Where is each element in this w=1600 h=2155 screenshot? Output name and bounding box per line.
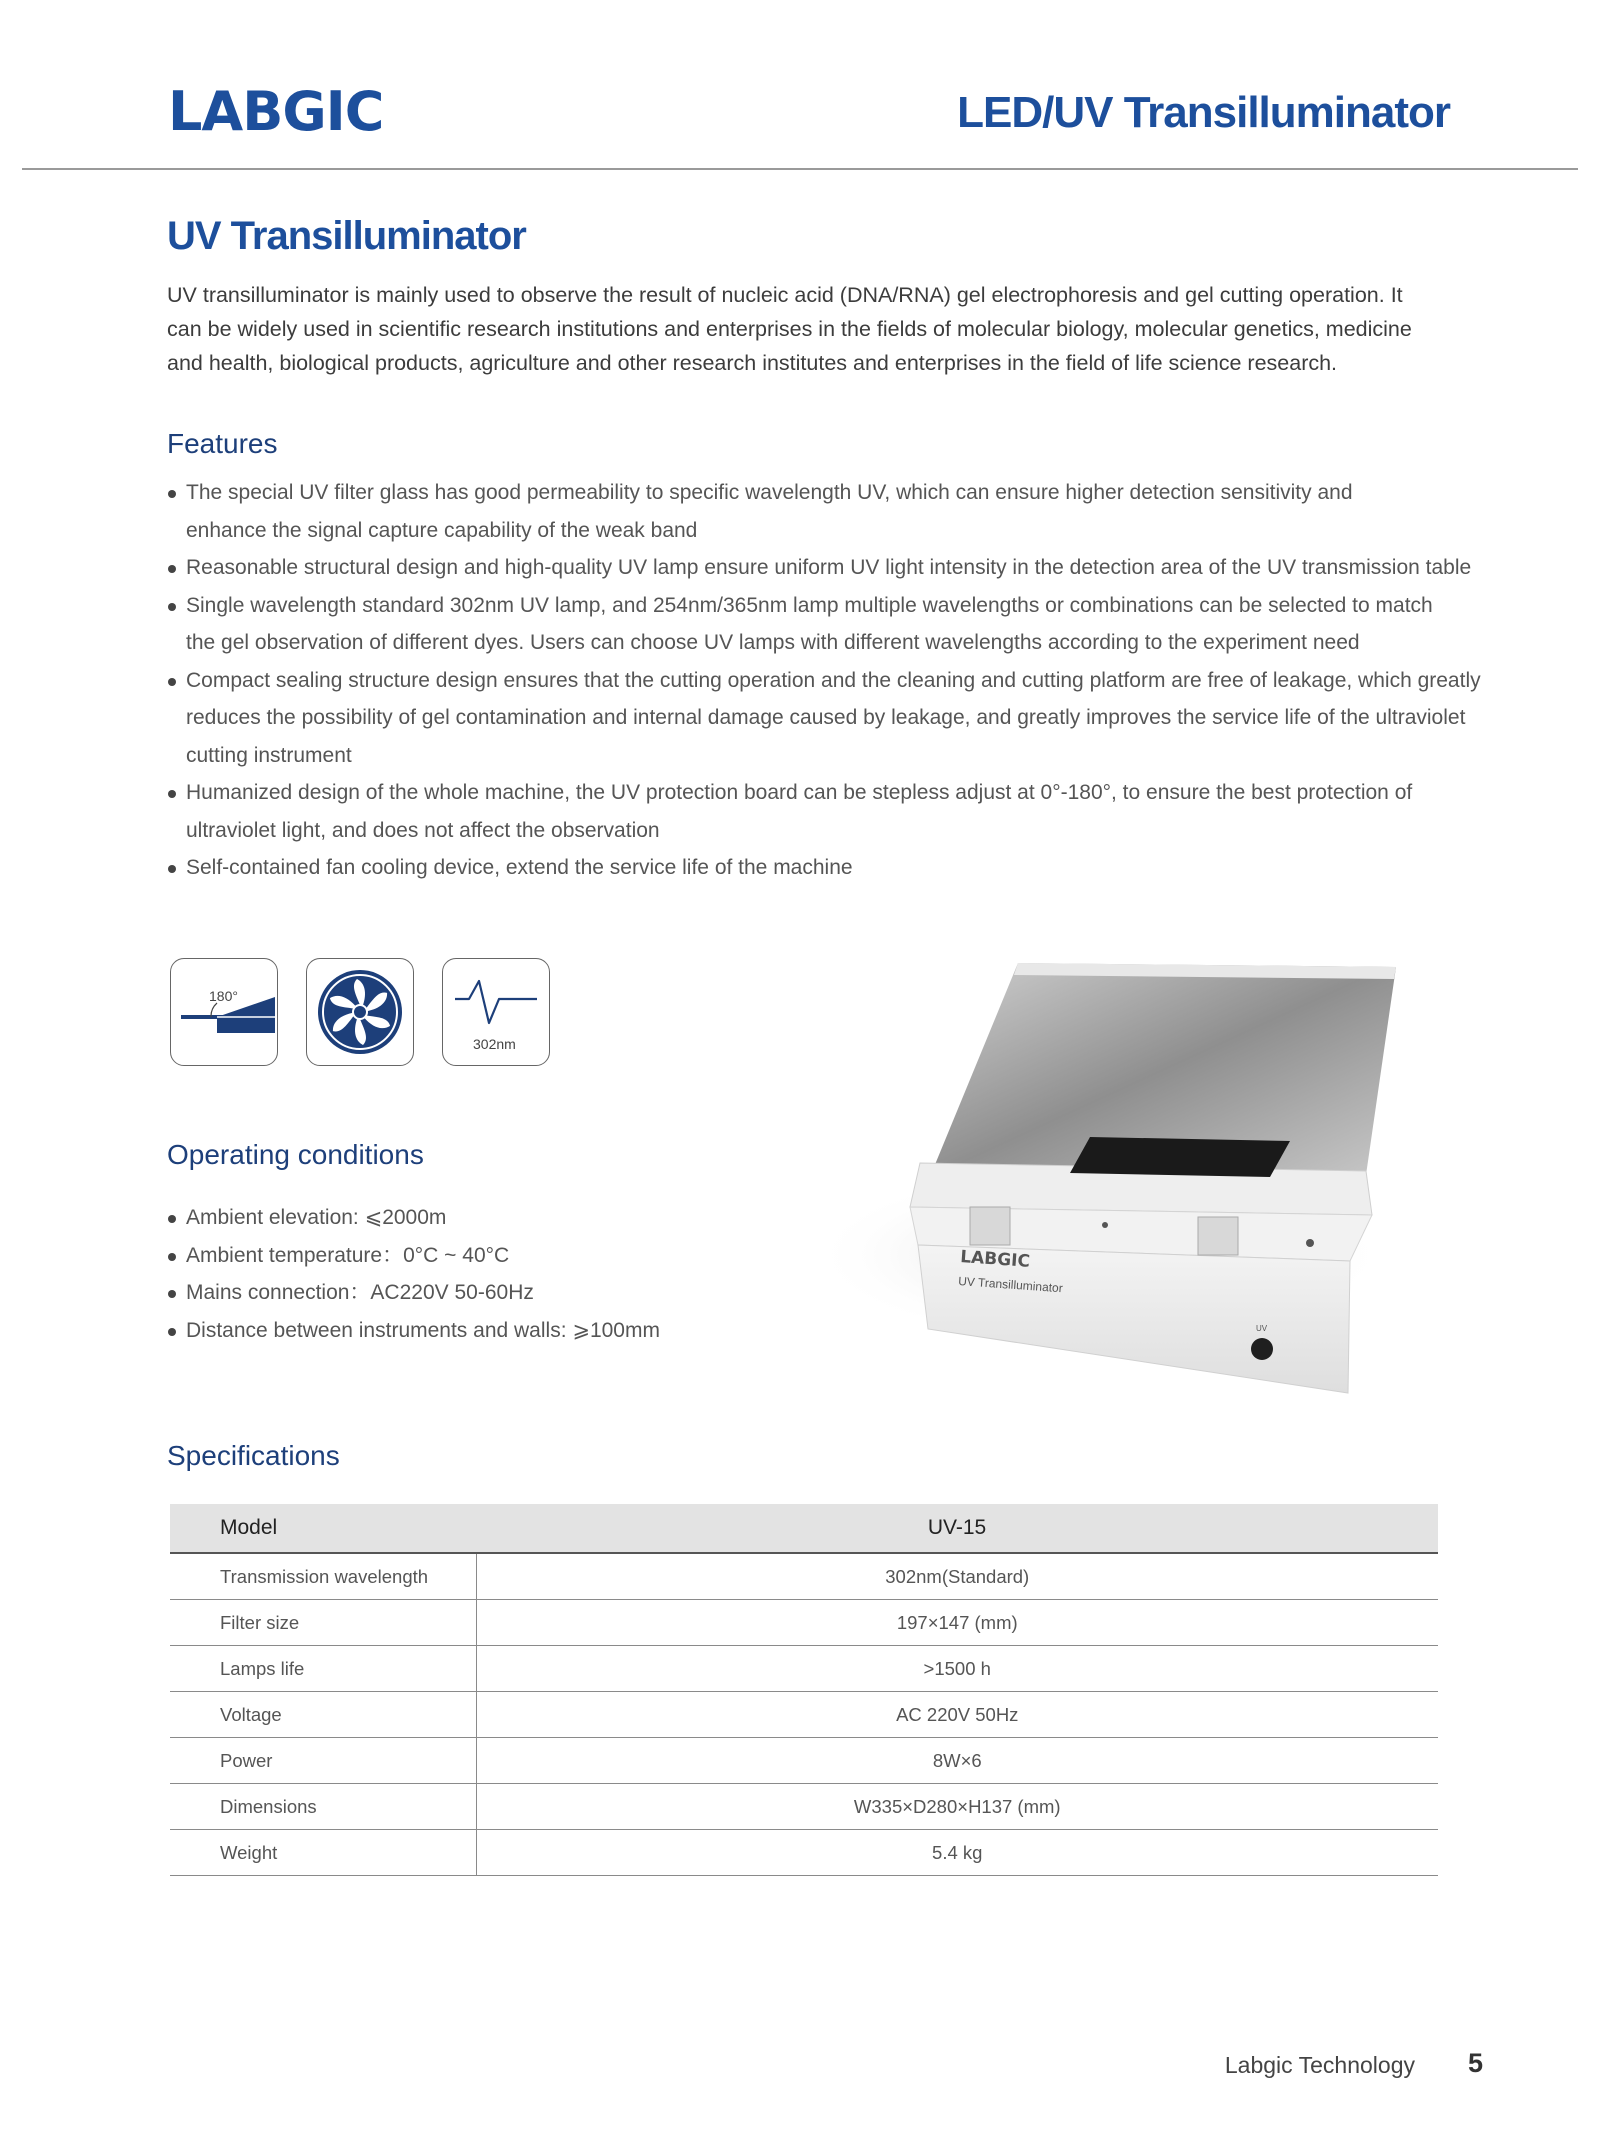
specifications-table (170, 1504, 1438, 1876)
uv-knob (1251, 1338, 1273, 1360)
footer-company: Labgic Technology (1224, 2052, 1415, 2078)
spec-label: Dimensions (170, 1784, 476, 1830)
operating-conditions-list (167, 1199, 807, 1349)
spec-value: 5.4 kg (476, 1830, 1438, 1876)
table-header-cell: UV-15 (476, 1504, 1438, 1553)
wavelength-label: 302nm (473, 1036, 516, 1052)
spec-label: Filter size (170, 1600, 476, 1646)
angle-180-icon (170, 958, 278, 1066)
table-row (170, 1692, 1438, 1738)
page-header-title: LED/UV Transilluminator (957, 88, 1450, 137)
feature-item: Self-contained fan cooling device, extend the service life of the machine (167, 849, 1507, 887)
product-knob-label: UV (1256, 1324, 1268, 1333)
features-heading: Features (167, 428, 278, 459)
operating-item: Mains connection：AC220V 50-60Hz (167, 1274, 807, 1312)
spec-value: W335×D280×H137 (mm) (476, 1784, 1438, 1830)
table-row (170, 1600, 1438, 1646)
feature-item: The special UV filter glass has good permeability to specific wavelength UV, which can ensure higher detection sensitivity and enhance the signal capture capability of the weak band (167, 474, 1366, 549)
spec-label: Transmission wavelength (170, 1553, 476, 1600)
product-model-label: UV Transilluminator (957, 1274, 1064, 1296)
spec-label: Voltage (170, 1692, 476, 1738)
operating-conditions-heading: Operating conditions (167, 1139, 424, 1170)
feature-item: Compact sealing structure design ensures that the cutting operation and the cleaning and cutting platform are free of leakage, which greatly reduces the possibility of gel contamination and internal damage caused by leakage, and greatly improves the service life of the ultraviolet cutting instrument (167, 662, 1486, 775)
angle-label: 180° (209, 988, 238, 1004)
operating-item: Ambient temperature：0°C ~ 40°C (167, 1237, 807, 1275)
header-divider (22, 168, 1578, 170)
spec-label: Lamps life (170, 1646, 476, 1692)
table-header-cell: Model (170, 1504, 476, 1553)
section-title: UV Transilluminator (167, 214, 526, 258)
spec-label: Weight (170, 1830, 476, 1876)
table-header-row (170, 1504, 1438, 1553)
operating-item: Distance between instruments and walls: ⩾100mm (167, 1312, 807, 1350)
specifications-heading: Specifications (167, 1440, 340, 1471)
product-brand-label: LABGIC (959, 1247, 1031, 1272)
spec-value: AC 220V 50Hz (476, 1692, 1438, 1738)
spec-value: 197×147 (mm) (476, 1600, 1438, 1646)
intro-line: and health, biological products, agriculture and other research institutes and enterprises in the field of life science research. (167, 351, 1338, 375)
feature-item: Humanized design of the whole machine, the UV protection board can be stepless adjust at 0°-180°, to ensure the best protection of ultraviolet light, and does not affect the observation (167, 774, 1466, 849)
table-row (170, 1738, 1438, 1784)
table-row (170, 1830, 1438, 1876)
features-list (167, 474, 1507, 887)
spec-value: 8W×6 (476, 1738, 1438, 1784)
table-row (170, 1784, 1438, 1830)
intro-line: UV transilluminator is mainly used to observe the result of nucleic acid (DNA/RNA) gel electrophoresis and gel cutting operation. It (167, 283, 1403, 307)
spec-value: >1500 h (476, 1646, 1438, 1692)
page-number: 5 (1467, 2048, 1483, 2078)
feature-item: Reasonable structural design and high-quality UV lamp ensure uniform UV light intensity in the detection area of the UV transmission table (167, 549, 1526, 587)
intro-paragraph (167, 278, 1467, 380)
feature-item: Single wavelength standard 302nm UV lamp, and 254nm/365nm lamp multiple wavelengths or combinations can be selected to match the gel observation of different dyes. Users can choose UV lamps with different wavelengths according to the experiment need (167, 587, 1466, 662)
operating-item: Ambient elevation: ⩽2000m (167, 1199, 807, 1237)
table-row (170, 1646, 1438, 1692)
intro-line: can be widely used in scientific research institutions and enterprises in the fields of molecular biology, molecular genetics, medicine (167, 317, 1412, 341)
product-photo (800, 945, 1420, 1415)
table-row (170, 1553, 1438, 1600)
wavelength-302nm-icon (442, 958, 550, 1066)
brand-logo: LABGIC (168, 80, 384, 143)
spec-label: Power (170, 1738, 476, 1784)
spec-value: 302nm(Standard) (476, 1553, 1438, 1600)
fan-icon (306, 958, 414, 1066)
